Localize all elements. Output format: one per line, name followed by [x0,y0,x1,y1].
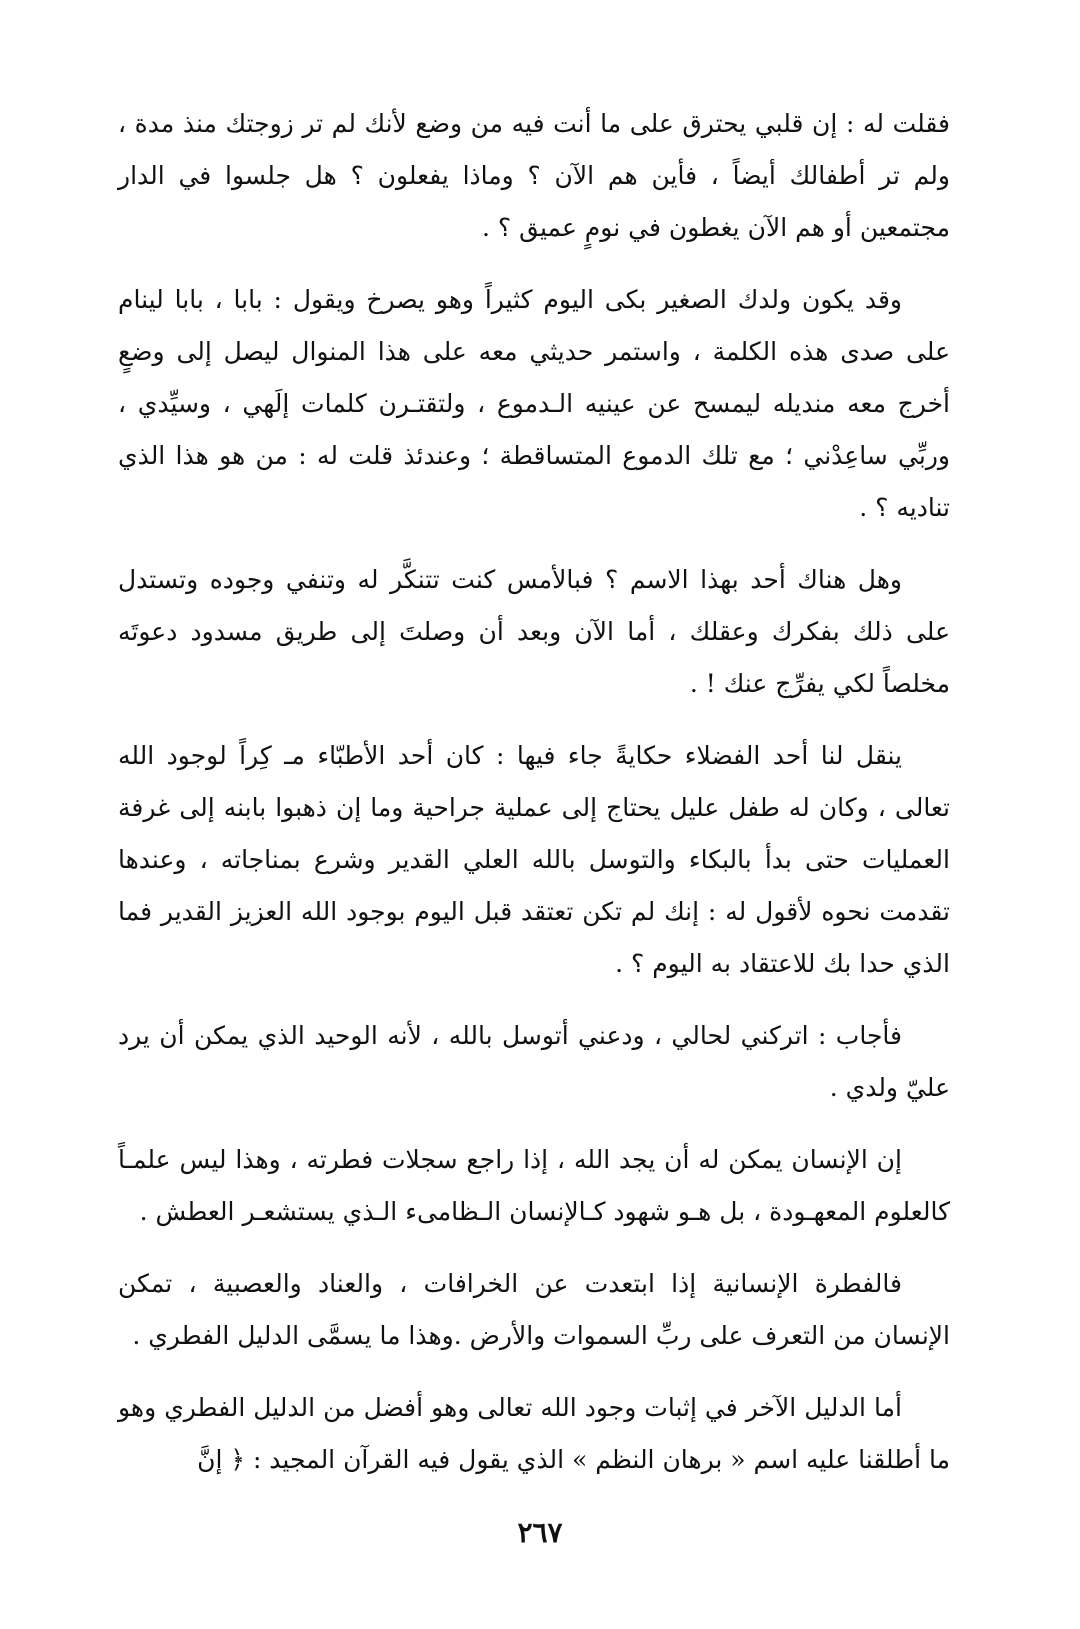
document-page [118,98,950,1506]
paragraph-3: وهل هناك أحد بهذا الاسم ؟ فبالأمس كنت تتنكَّر له وتنفي وجوده وتستدل على ذلك بفكرك وعقلك ، أما الآن وبعد أن وصلتَ إلى طريق مسدود دعوتَه مخلصاً لكي يفرِّج عنك ! . [118,565,950,698]
paragraph-2: وقد يكون ولدك الصغير بكى اليوم كثيراً وهو يصرخ ويقول : بابا ، بابا لينام على صدى هذه الكلمة ، واستمر حديثي معه على هذا المنوال ليصل إلى وضعٍ أخرج معه منديله ليمسح عن عينيه الـدموع ، ولتقتـرن كلمات إلَهي ، وسيِّدي ، وربِّي ساعِدْني ؛ مع تلك الدموع المتساقطة ؛ وعندئذ قلت له : من هو هذا الذي تناديه ؟ . [118,285,950,522]
paragraph-1: فقلت له : إن قلبي يحترق على ما أنت فيه من وضع لأنك لم تر زوجتك منذ مدة ، ولم تر أطفالك أيضاً ، فأين هم الآن ؟ وماذا يفعلون ؟ هل جلسوا في الدار مجتمعين أو هم الآن يغطون في نومٍ عميق ؟ . [118,109,950,242]
page-number: ٢٦٧ [517,1516,563,1549]
paragraph-6: إن الإنسان يمكن له أن يجد الله ، إذا راجع سجلات فطرته ، وهذا ليس علمـاً كالعلوم المعهـودة ، بل هـو شهود كـالإنسان الـظامىء الـذي يستشعـر العطش . [118,1145,950,1226]
paragraph-4: ينقل لنا أحد الفضلاء حكايةً جاء فيها : كان أحد الأطبّاء مـ كِراً لوجود الله تعالى ، وكان له طفل عليل يحتاج إلى عملية جراحية وما إن ذهبوا بابنه إلى غرفة العمليات حتى بدأ بالبكاء والتوسل بالله العلي القدير وشرع بمناجاته ، وعندها تقدمت نحوه لأقول له : إنك لم تكن تعتقد قبل اليوم بوجود الله العزيز القدير فما الذي حدا بك للاعتقاد به اليوم ؟ . [118,741,950,978]
paragraph-5: فأجاب : اتركني لحالي ، ودعني أتوسل بالله ، لأنه الوحيد الذي يمكن أن يرد عليّ ولدي . [118,1021,950,1102]
paragraph-7: فالفطرة الإنسانية إذا ابتعدت عن الخرافات ، والعناد والعصبية ، تمكن الإنسان من التعرف على ربِّ السموات والأرض .وهذا ما يسمَّى الدليل الفطري . [118,1269,950,1350]
paragraph-8: أما الدليل الآخر في إثبات وجود الله تعالى وهو أفضل من الدليل الفطري وهو ما أطلقنا عليه اسم « برهان النظم » الذي يقول فيه القرآن المجيد : ﴿ إنَّ [118,1393,950,1474]
